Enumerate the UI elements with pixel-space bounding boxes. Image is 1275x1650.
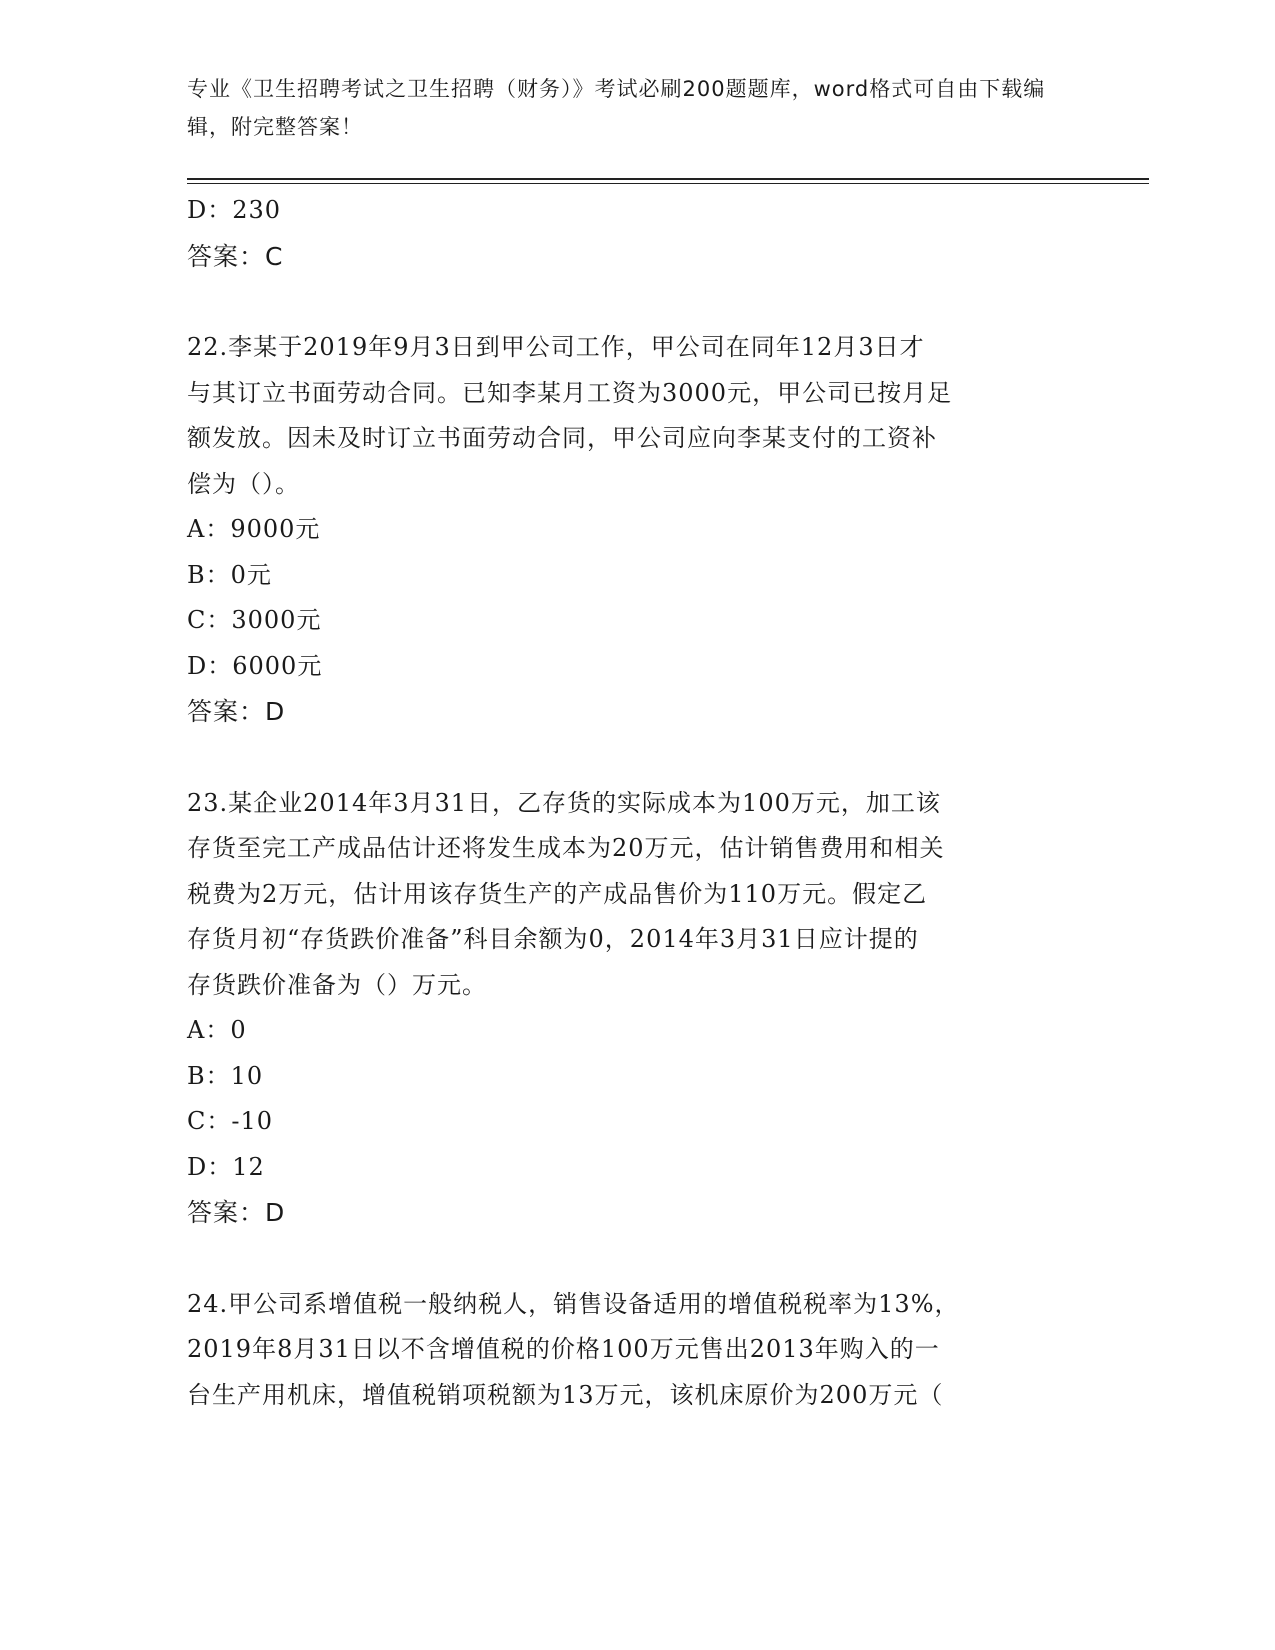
answer-line: 答案：D: [187, 697, 286, 726]
option-b: B：0元: [187, 560, 272, 589]
document-title: 专业《卫生招聘考试之卫生招聘（财务）》考试必刷200题题库，word格式可自由下载编辑，附完整答案！: [187, 77, 1046, 139]
question-23: [187, 781, 1087, 1236]
question-22: [187, 325, 1087, 735]
question-text-line: 存货月初“存货跌价准备”科目余额为0，2014年3月31日应计提的: [187, 925, 919, 953]
option-d: D：6000元: [187, 651, 323, 680]
header-rule-thick: [187, 178, 1149, 180]
document-header: [187, 70, 1067, 146]
question-24: [187, 1282, 1087, 1419]
question-text-line: 2019年8月31日以不含增值税的价格100万元售出2013年购入的一: [187, 1335, 940, 1363]
question-text-line: 与其订立书面劳动合同。已知李某月工资为3000元，甲公司已按月足: [187, 378, 953, 407]
option-d: D：230: [187, 196, 282, 224]
option-c: C：-10: [187, 1107, 274, 1135]
document-body: [187, 188, 1087, 1418]
question-text-line: 偿为（）。: [187, 469, 300, 498]
option-d: D：12: [187, 1152, 265, 1181]
question-text-line: 存货至完工产成品估计还将发生成本为20万元，估计销售费用和相关: [187, 834, 945, 862]
question-text-line: 台生产用机床，增值税销项税额为13万元，该机床原价为200万元（: [187, 1380, 944, 1409]
question-text-line: 额发放。因未及时订立书面劳动合同，甲公司应向李某支付的工资补: [187, 424, 937, 452]
header-rule-thin: [187, 183, 1149, 184]
question-text-line: 24.甲公司系增值税一般纳税人，销售设备适用的增值税税率为13%，: [187, 1289, 960, 1318]
answer-line: 答案：C: [187, 241, 284, 271]
question-text-line: 税费为2万元，估计用该存货生产的产成品售价为110万元。假定乙: [187, 879, 928, 908]
question-text-line: 存货跌价准备为（）万元。: [187, 970, 487, 999]
option-a: A：9000元: [187, 515, 321, 543]
question-text-line: 23.某企业2014年3月31日，乙存货的实际成本为100万元，加工该: [187, 788, 941, 817]
option-c: C：3000元: [187, 606, 322, 634]
question-text-line: 22.李某于2019年9月3日到甲公司工作，甲公司在同年12月3日才: [187, 333, 925, 361]
answer-line: 答案：D: [187, 1198, 286, 1227]
option-a: A：0: [187, 1016, 247, 1044]
option-b: B：10: [187, 1061, 264, 1090]
